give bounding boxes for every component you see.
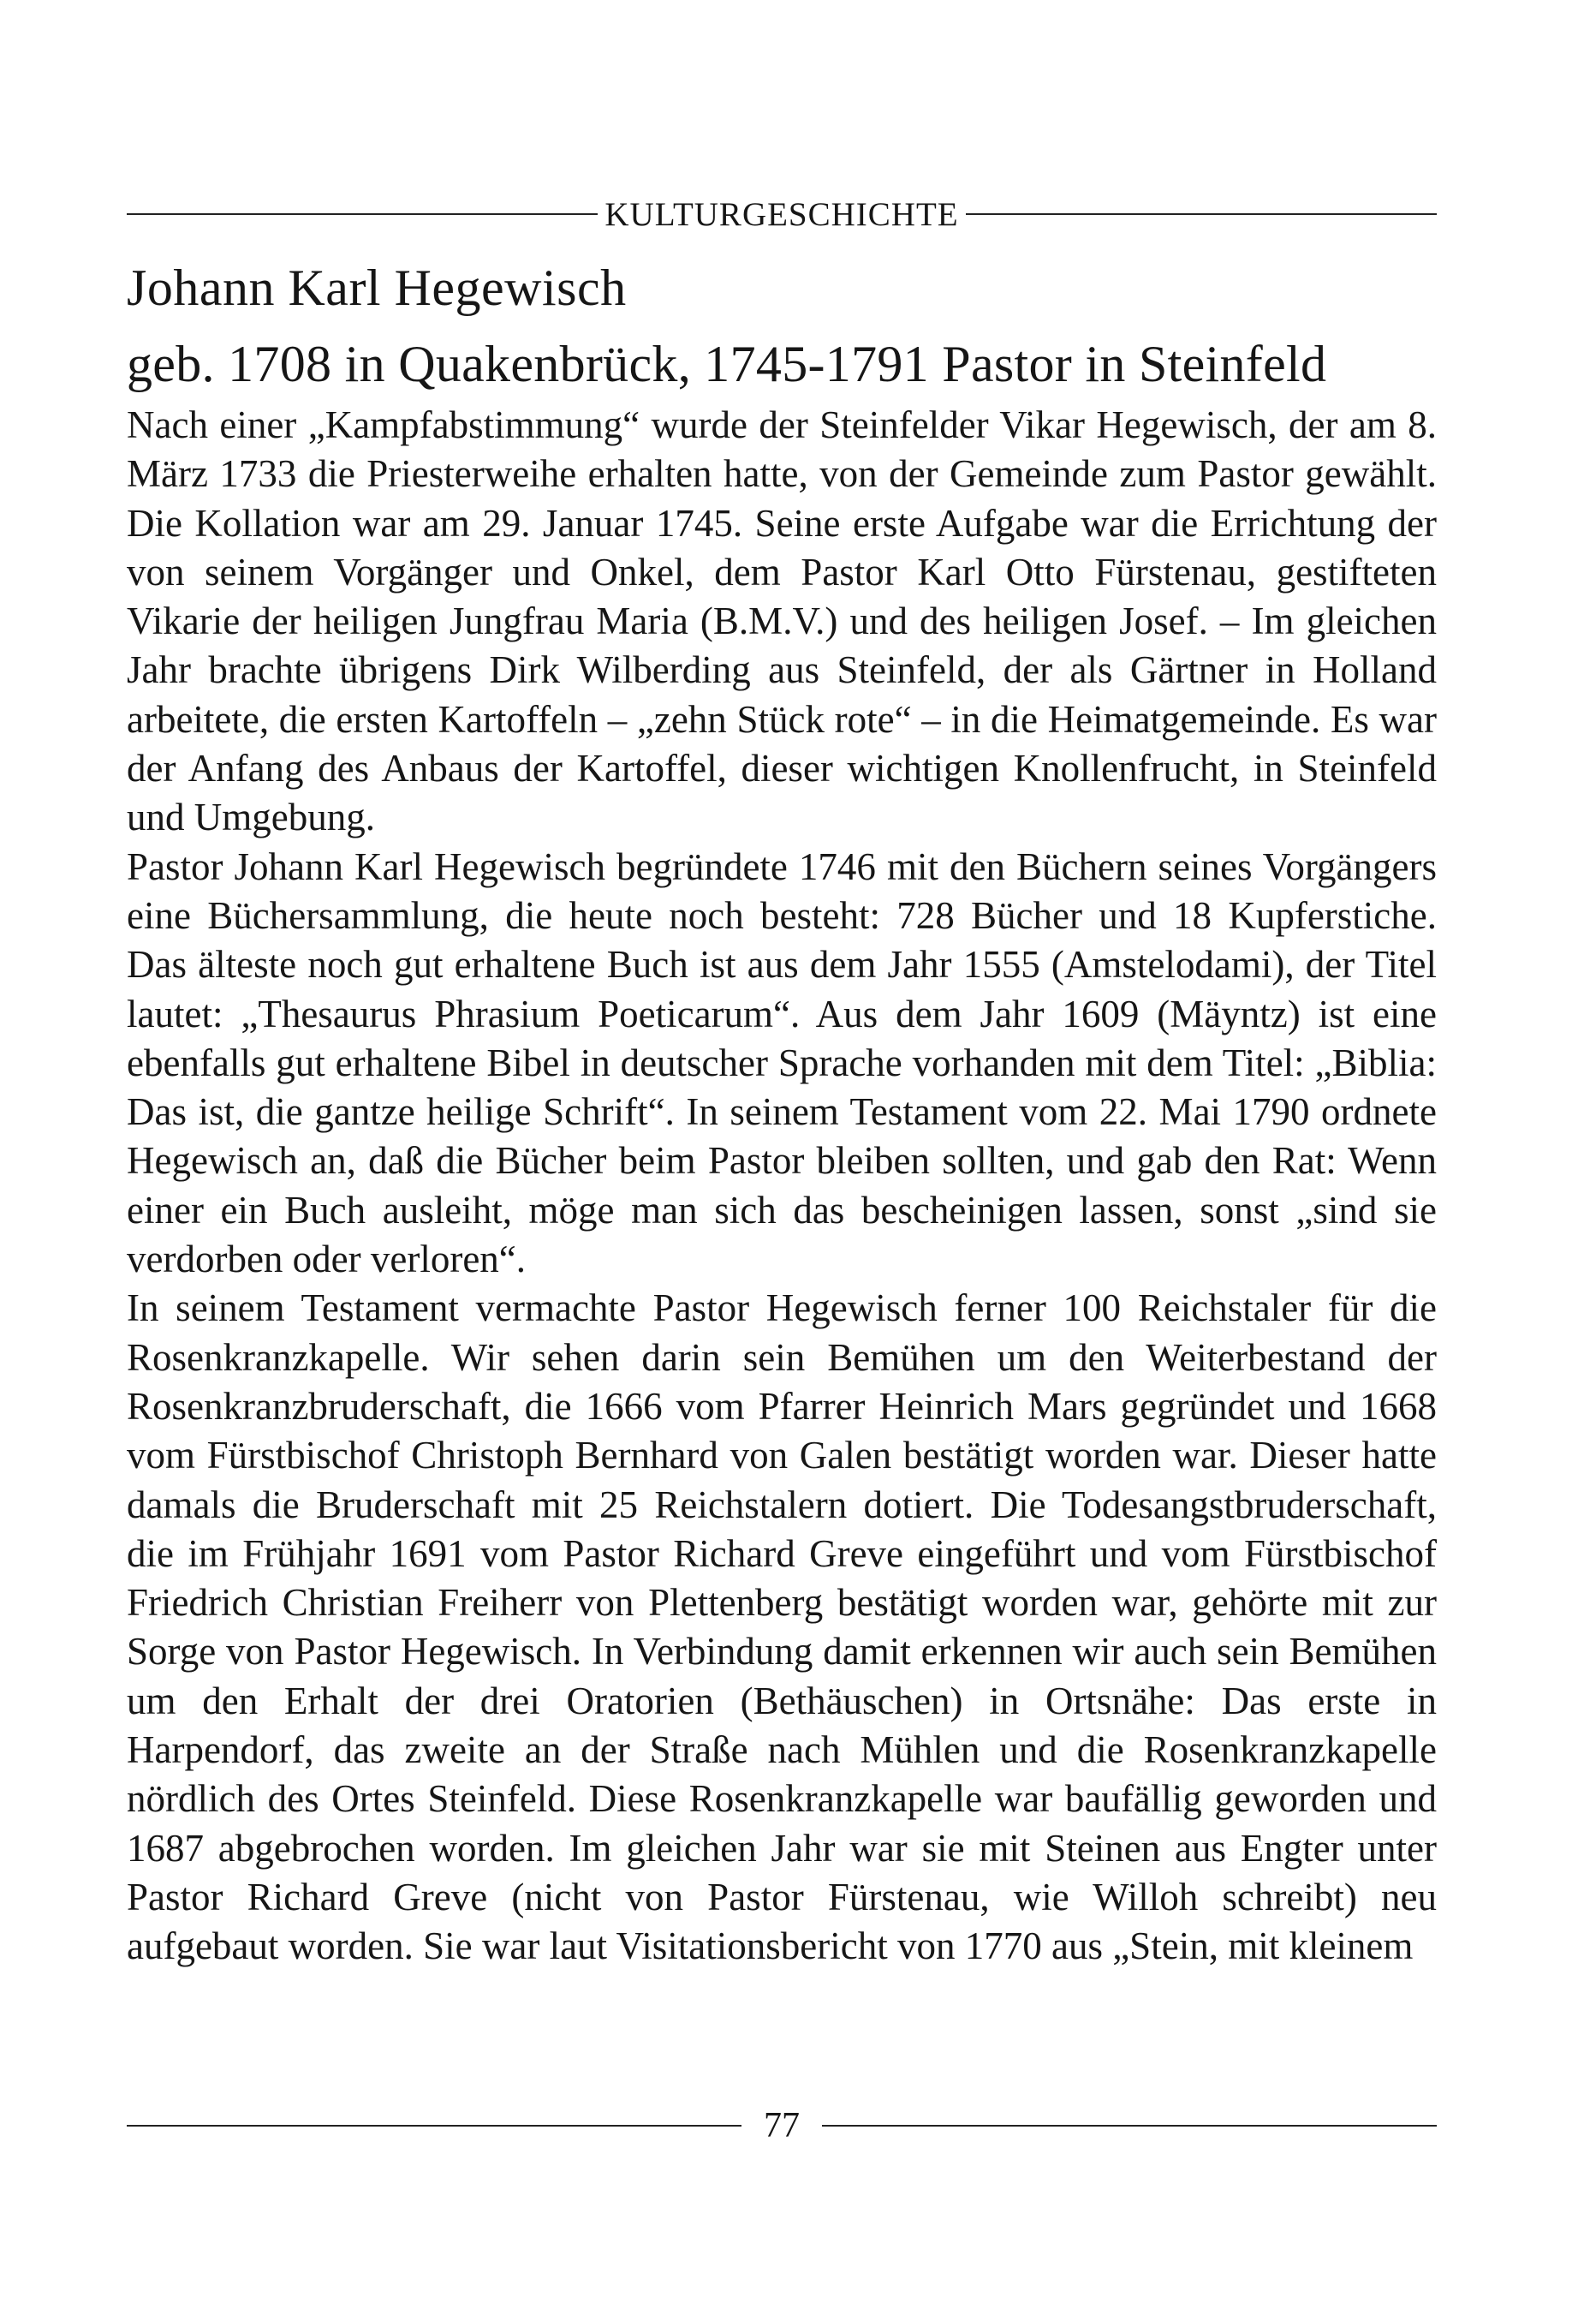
footer-rule-left [127,2125,741,2127]
section-label: KULTURGESCHICHTE [604,195,959,233]
footer-rule-right [822,2125,1437,2127]
header-rule-right [966,213,1437,215]
paragraph: In seinem Testament vermachte Pastor Hegewisch ferner 100 Reichstaler für die Rosenkranzkapelle. Wir sehen darin sein Bemühen um den Weiterbestand der Rosenkranzbruderschaft, die 1666 vom Pfarrer Heinrich Mars gegründet und 1668 vom Fürstbischof Christoph Bernhard von Galen bestätigt worden war. Dieser hatte damals die Bruderschaft mit 25 Reichstalern dotiert. Die Todesangstbruderschaft, die im Frühjahr 1691 vom Pastor Richard Greve eingeführt und vom Fürstbischof Friedrich Christian Freiherr von Plettenberg bestätigt worden war, gehörte mit zur Sorge von Pastor Hegewisch. In Verbindung damit erkennen wir auch sein Bemühen um den Erhalt der drei Oratorien (Bethäuschen) in Ortsnähe: Das erste in Harpendorf, das zweite an der Straße nach Mühlen und die Rosenkranzkapelle nördlich des Ortes Steinfeld. Diese Rosenkranzkapelle war baufällig geworden und 1687 abgebrochen worden. Im gleichen Jahr war sie mit Steinen aus Engter unter Pastor Richard Greve (nicht von Pastor Fürstenau, wie Willoh schreibt) neu aufgebaut worden. Sie war laut Visitationsbericht von 1770 aus „Stein, mit kleinem [127,1286,1437,1968]
article-subtitle: geb. 1708 in Quakenbrück, 1745-1791 Pastor in Steinfeld [127,336,1327,392]
page-footer [127,2100,1437,2151]
header-rule-left [127,213,598,215]
page [127,188,1437,1972]
paragraph: Pastor Johann Karl Hegewisch begründete 1746 mit den Büchern seines Vorgängers eine Büchersammlung, die heute noch besteht: 728 Bücher und 18 Kupferstiche. Das älteste noch gut erhaltene Buch ist aus dem Jahr 1555 (Amstelodami), der Titel lautet: „Thesaurus Phrasium Poeticarum“. Aus dem Jahr 1609 (Mäyntz) ist eine ebenfalls gut erhaltene Bibel in deutscher Sprache vorhanden mit dem Titel: „Biblia: Das ist, die gantze heilige Schrift“. In seinem Testament vom 22. Mai 1790 ordnete Hegewisch an, daß die Bücher beim Pastor bleiben sollten, und gab den Rat: Wenn einer ein Buch ausleiht, möge man sich das bescheinigen lassen, sonst „sind sie verdorben oder verloren“. [127,844,1437,1281]
page-number: 77 [764,2106,800,2145]
section-header [127,188,1437,240]
paragraph: Nach einer „Kampfabstimmung“ wurde der Steinfelder Vikar Hegewisch, der am 8. März 1733 die Priesterweihe erhalten hatte, von der Gemeinde zum Pastor gewählt. Die Kollation war am 29. Januar 1745. Seine erste Aufgabe war die Errichtung der von seinem Vorgänger und Onkel, dem Pastor Karl Otto Fürstenau, gestifteten Vikarie der heiligen Jungfrau Maria (B.M.V.) und des heiligen Josef. – Im gleichen Jahr brachte übrigens Dirk Wilberding aus Steinfeld, der als Gärtner in Holland arbeitete, die ersten Kartoffeln – „zehn Stück rote“ – in die Heimatgemeinde. Es war der Anfang des Anbaus der Kartoffel, dieser wichtigen Knollenfrucht, in Steinfeld und Umgebung. [127,403,1437,839]
article-title: Johann Karl Hegewisch [127,260,627,316]
article-body [127,401,1437,1972]
